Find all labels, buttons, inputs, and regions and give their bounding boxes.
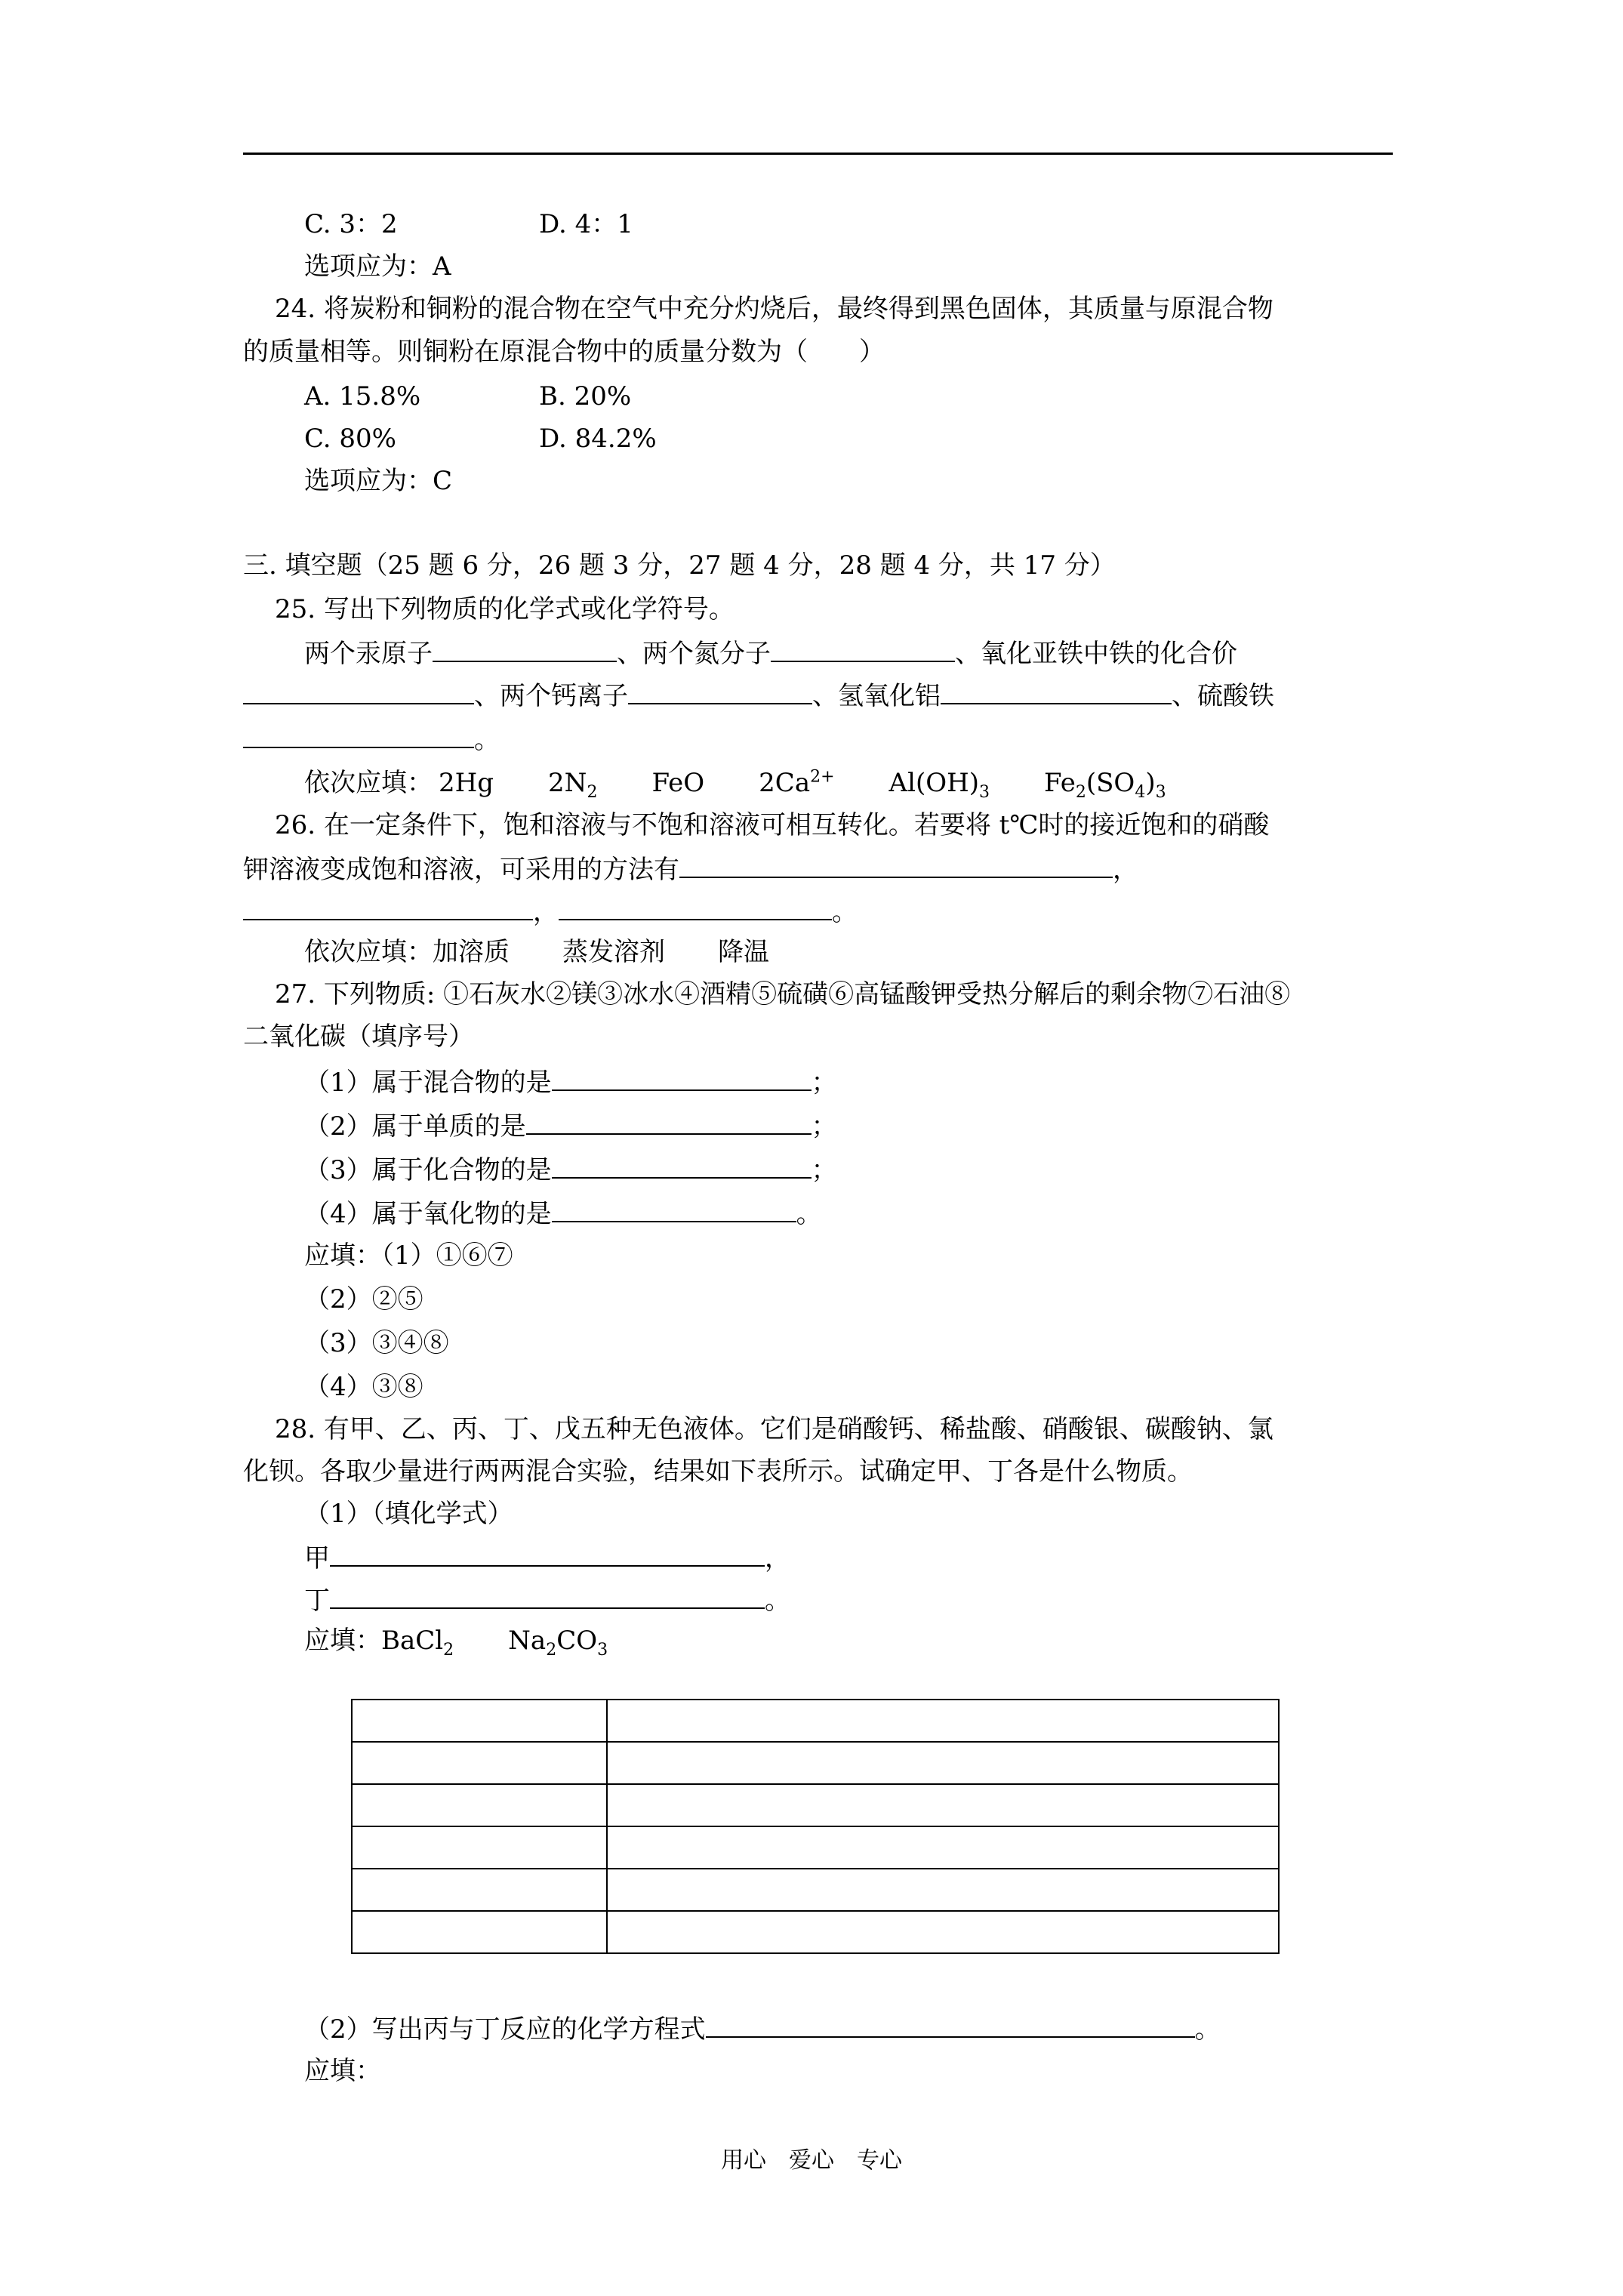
q27-part4: （4）属于氧化物的是 。 — [304, 1195, 822, 1231]
q27-answer2: （2）②⑤ — [304, 1284, 423, 1314]
q28-jia-line: 甲 ， — [304, 1539, 790, 1575]
q25-answer1: 2Hg — [439, 768, 494, 798]
q23-answer: 选项应为：A — [304, 251, 451, 282]
q28-ding-line: 丁 。 — [304, 1582, 790, 1617]
q24-option-b: B. 20% — [539, 381, 632, 411]
q27-part1: （1）属于混合物的是 ； — [304, 1064, 837, 1099]
q25-answer3: FeO — [651, 768, 705, 798]
q25-blank5[interactable] — [941, 677, 1172, 704]
table-cell — [607, 1826, 1279, 1869]
q25-end: 。 — [474, 725, 500, 755]
q25-answer — [304, 766, 1166, 800]
q26-comma2: ， — [533, 897, 559, 927]
q26-end: 。 — [832, 897, 858, 927]
q25-item3: 、氧化亚铁中铁的化合价 — [955, 639, 1237, 669]
q26-blank1[interactable] — [679, 851, 1113, 878]
table-cell — [607, 1742, 1279, 1784]
q24-stem-line1: 24. 将炭粉和铜粉的混合物在空气中充分灼烧后，最终得到黑色固体，其质量与原混合物 — [275, 294, 1273, 324]
q25-answer5: $Al(OH)_3$ — [888, 768, 990, 802]
q25-item6: 、硫酸铁 — [1172, 681, 1274, 711]
q26-stem-text: 钾溶液变成饱和溶液，可采用的方法有 — [243, 855, 679, 885]
q27-part3: （3）属于化合物的是 ； — [304, 1151, 837, 1187]
q26-stem-line1: 26. 在一定条件下，饱和溶液与不饱和溶液可相互转化。若要将 t℃时的接近饱和的硝酸 — [275, 810, 1270, 840]
q23-option-d: D. 4：1 — [539, 209, 633, 239]
q26-answer — [304, 935, 769, 969]
table-row — [352, 1869, 1279, 1911]
q26-blank2[interactable] — [243, 893, 533, 920]
q24-option-a: A. 15.8% — [304, 381, 421, 411]
table-cell — [352, 1784, 607, 1826]
q25-item4: 、两个钙离子 — [474, 681, 628, 711]
q26-answer2: 蒸发溶剂 — [562, 937, 665, 967]
q25-blank3[interactable] — [243, 677, 474, 704]
q25-item5: 、氢氧化铝 — [812, 681, 941, 711]
q28-answer2: 应填： — [304, 2056, 381, 2086]
q25-blank1[interactable] — [433, 635, 617, 662]
q26-stem-line2 — [243, 851, 1138, 886]
page-footer: 用心 爱心 专心 — [721, 2147, 902, 2174]
q27-stem-line1: 27. 下列物质: ①石灰水②镁③冰水④酒精⑤硫磺⑥高锰酸钾受热分解后的剩余物⑦石油⑧ — [275, 979, 1291, 1009]
table-row — [352, 1911, 1279, 1953]
q26-line3 — [243, 893, 858, 929]
table-cell — [607, 1869, 1279, 1911]
q27-stem-line2: 二氧化碳（填序号） — [243, 1022, 474, 1052]
q25-item1: 两个汞原子 — [304, 639, 433, 669]
q25-blank4[interactable] — [628, 677, 812, 704]
q26-blank3[interactable] — [559, 893, 832, 920]
q27-blank1[interactable] — [552, 1064, 812, 1091]
q24-answer: 选项应为：C — [304, 466, 453, 496]
q25-line1 — [304, 635, 1237, 670]
q28-answer-na2co3: $Na_2CO_3$ — [508, 1626, 608, 1660]
q28-blank-equation[interactable] — [706, 2011, 1195, 2038]
q24-option-d: D. 84.2% — [539, 424, 657, 454]
table-cell — [352, 1911, 607, 1953]
q26-answer-prefix: 依次应填： — [304, 937, 433, 967]
q25-answer4: $2Ca^{2+}$ — [759, 767, 835, 798]
q25-answer-prefix: 依次应填： — [304, 768, 433, 798]
q27-answer4: （4）③⑧ — [304, 1372, 423, 1402]
table-cell — [352, 1742, 607, 1784]
q25-answer2: $2N_2$ — [548, 768, 598, 802]
table-cell — [607, 1784, 1279, 1826]
table-row — [352, 1700, 1279, 1742]
q27-blank3[interactable] — [552, 1151, 812, 1179]
table-cell — [352, 1869, 607, 1911]
q26-comma: ， — [1113, 855, 1138, 885]
reaction-table — [351, 1699, 1280, 1954]
q24-option-c: C. 80% — [304, 424, 396, 454]
table-row — [352, 1784, 1279, 1826]
q28-blank-ding[interactable] — [330, 1582, 765, 1609]
q25-stem: 25. 写出下列物质的化学式或化学符号。 — [275, 594, 735, 624]
q26-answer3: 降温 — [718, 937, 769, 967]
q25-line2 — [243, 677, 1274, 713]
q28-stem-line2: 化钡。各取少量进行两两混合实验，结果如下表所示。试确定甲、丁各是什么物质。 — [243, 1456, 1193, 1487]
section3-title: 三. 填空题（25 题 6 分，26 题 3 分，27 题 4 分，28 题 4 分，共 17 分） — [243, 550, 1116, 581]
table-row — [352, 1742, 1279, 1784]
table-cell — [607, 1700, 1279, 1742]
q28-part2: （2）写出丙与丁反应的化学方程式 。 — [304, 2011, 1221, 2046]
q28-answer1: 应填：BaCl$_2$ $Na_2CO_3$ — [304, 1626, 608, 1660]
table-cell — [352, 1826, 607, 1869]
q26-answer1: 加溶质 — [433, 937, 510, 967]
q24-stem-line2: 的质量相等。则铜粉在原混合物中的质量分数为（ ） — [243, 337, 885, 367]
q25-blank2[interactable] — [771, 635, 955, 662]
q27-part2: （2）属于单质的是 ； — [304, 1108, 837, 1143]
q23-option-c: C. 3：2 — [304, 209, 398, 239]
q28-blank-jia[interactable] — [330, 1539, 765, 1567]
q25-line3 — [243, 721, 500, 757]
table-cell — [607, 1911, 1279, 1953]
q27-blank4[interactable] — [552, 1195, 796, 1222]
q25-answer6: $Fe_2(SO_4)_3$ — [1044, 768, 1166, 802]
q27-answer3: （3）③④⑧ — [304, 1328, 449, 1358]
q25-item2: 、两个氮分子 — [617, 639, 771, 669]
table-cell — [352, 1700, 607, 1742]
header-rule — [243, 153, 1393, 155]
q27-answer1: 应填：（1）①⑥⑦ — [304, 1240, 513, 1271]
q28-answer-bacl2: BaCl$_2$ — [381, 1626, 454, 1660]
q28-part1: （1）（填化学式） — [304, 1499, 513, 1529]
q28-stem-line1: 28. 有甲、乙、丙、丁、戊五种无色液体。它们是硝酸钙、稀盐酸、硝酸银、碳酸钠、氯 — [275, 1414, 1273, 1444]
q25-blank6[interactable] — [243, 721, 474, 748]
table-row — [352, 1826, 1279, 1869]
q27-blank2[interactable] — [526, 1108, 812, 1135]
